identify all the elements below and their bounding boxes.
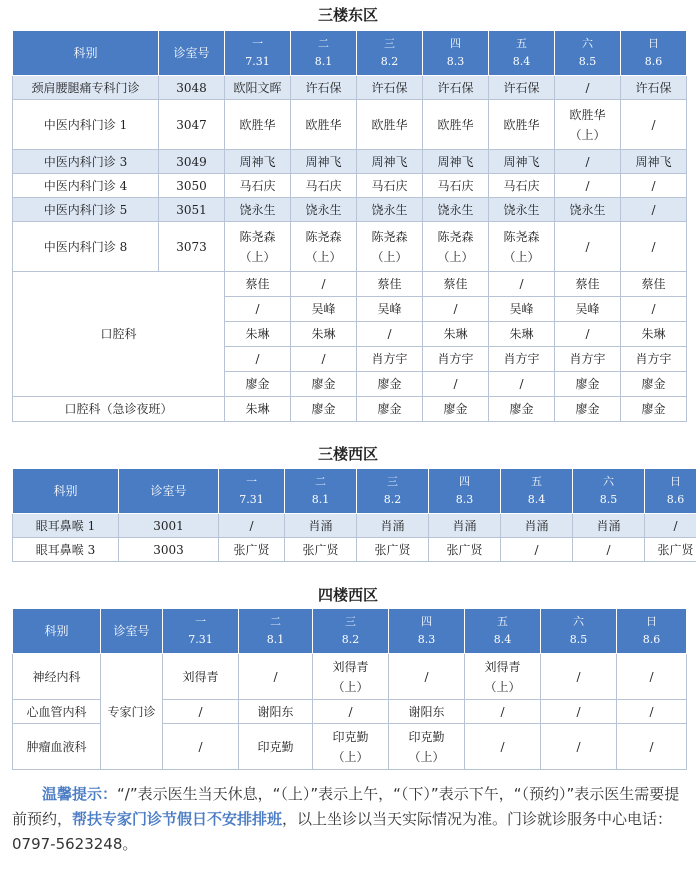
date-label: 8.4: [512, 55, 531, 68]
date-label: 7.31: [245, 55, 270, 68]
west4-title: 四楼西区: [317, 586, 378, 604]
doctor-cell: 马石庆: [225, 174, 291, 198]
header-day: [219, 469, 285, 514]
doctor-cell: 朱琳: [225, 397, 291, 422]
doctor-cell-line: （上）: [503, 249, 540, 264]
doctor-cell: /: [465, 700, 541, 724]
date-label: 8.5: [599, 493, 618, 506]
doctor-cell: /: [555, 150, 621, 174]
doctor-cell: 马石庆: [489, 174, 555, 198]
header-day: [357, 31, 423, 76]
doctor-cell: /: [555, 76, 621, 100]
doctor-cell: /: [541, 700, 617, 724]
doctor-cell: 廖金: [357, 397, 423, 422]
doctor-cell-line: 陈尧森: [305, 229, 342, 244]
date-label: 8.5: [578, 55, 597, 68]
header-row: [13, 31, 687, 76]
date-label: 8.6: [666, 493, 685, 506]
doctor-cell: [555, 100, 621, 150]
doctor-cell: 刘得青: [163, 654, 239, 700]
doctor-cell-line: （上）: [371, 249, 408, 264]
header-day: [541, 609, 617, 654]
doctor-cell: 肖涌: [429, 514, 501, 538]
header-day: [313, 609, 389, 654]
doctor-cell: /: [389, 654, 465, 700]
doctor-cell: 肖方宇: [357, 347, 423, 372]
doctor-cell: 吴峰: [489, 297, 555, 322]
doctor-cell-line: 刘得青: [332, 659, 369, 674]
doctor-cell: 周神飞: [489, 150, 555, 174]
room-cell: 3051: [159, 198, 225, 222]
weekday-label: 五: [531, 475, 542, 488]
date-label: 8.3: [455, 493, 474, 506]
weekday-label: 日: [646, 615, 657, 628]
header-day: [291, 31, 357, 76]
doctor-cell: 肖方宇: [621, 347, 687, 372]
doctor-cell: 廖金: [489, 397, 555, 422]
doctor-cell: 蔡佳: [423, 272, 489, 297]
header-day: [225, 31, 291, 76]
date-label: 8.5: [569, 633, 588, 646]
doctor-cell: 廖金: [555, 372, 621, 397]
doctor-cell: /: [555, 322, 621, 347]
doctor-cell-line: 欧胜华: [569, 107, 606, 122]
header-row: [13, 609, 687, 654]
dept-cell: 肿瘤血液科: [13, 724, 101, 770]
date-label: 8.1: [266, 633, 285, 646]
dept-cell: 中医内科门诊 5: [13, 198, 159, 222]
doctor-cell: [389, 724, 465, 770]
doctor-cell: /: [163, 724, 239, 770]
doctor-cell-line: 陈尧森: [503, 229, 540, 244]
date-label: 8.2: [383, 493, 402, 506]
doctor-cell: 廖金: [291, 397, 357, 422]
doctor-cell: 肖涌: [501, 514, 573, 538]
weekday-label: 六: [603, 475, 614, 488]
table-row: [13, 150, 687, 174]
weekday-label: 四: [450, 37, 461, 50]
notice-highlight: 帮扶专家门诊节假日不安排排班: [72, 810, 283, 828]
notice-part1: “/”表示医生当天休息，“（上）”表示上午，“（下）”表示下午，“（预约）”表示医生需要提前预约，: [12, 785, 680, 828]
table-row: [13, 654, 687, 700]
room-cell: 3003: [119, 538, 219, 562]
table-row: [13, 397, 687, 422]
doctor-cell: /: [225, 347, 291, 372]
header-day: [163, 609, 239, 654]
weekday-label: 五: [516, 37, 527, 50]
doctor-cell: /: [617, 700, 687, 724]
table-row: [13, 272, 687, 297]
date-label: 8.2: [341, 633, 360, 646]
date-label: 7.31: [188, 633, 213, 646]
doctor-cell-line: 印克勤: [408, 729, 445, 744]
dept-cell: 眼耳鼻喉 3: [13, 538, 119, 562]
doctor-cell: 马石庆: [423, 174, 489, 198]
doctor-cell: /: [225, 297, 291, 322]
doctor-cell-line: 陈尧森: [371, 229, 408, 244]
doctor-cell: 谢阳东: [239, 700, 313, 724]
table-row: [13, 76, 687, 100]
doctor-cell: /: [555, 174, 621, 198]
doctor-cell: 朱琳: [489, 322, 555, 347]
weekday-label: 三: [345, 615, 356, 628]
header-day: [489, 31, 555, 76]
doctor-cell-line: （上）: [305, 249, 342, 264]
dept-cell: 中医内科门诊 1: [13, 100, 159, 150]
doctor-cell: 吴峰: [555, 297, 621, 322]
doctor-cell: /: [313, 700, 389, 724]
doctor-cell-line: （上）: [332, 749, 369, 764]
doctor-cell: 朱琳: [225, 322, 291, 347]
doctor-cell: 张广贤: [285, 538, 357, 562]
doctor-cell: 饶永生: [423, 198, 489, 222]
doctor-cell: 吴峰: [357, 297, 423, 322]
date-label: 8.2: [380, 55, 399, 68]
date-label: 8.3: [417, 633, 436, 646]
doctor-cell: 印克勤: [239, 724, 313, 770]
weekday-label: 三: [387, 475, 398, 488]
doctor-cell: [291, 222, 357, 272]
doctor-cell: 饶永生: [291, 198, 357, 222]
doctor-cell: /: [617, 654, 687, 700]
east-title: 三楼东区: [317, 6, 378, 24]
date-label: 7.31: [239, 493, 264, 506]
notice-part2: ，以上坐诊以当天实际情况为准。门诊就诊服务中心电话：0797-5623248。: [12, 810, 673, 853]
room-cell: 3050: [159, 174, 225, 198]
weekday-label: 五: [497, 615, 508, 628]
doctor-cell: 肖方宇: [489, 347, 555, 372]
doctor-cell: /: [163, 700, 239, 724]
weekday-label: 六: [573, 615, 584, 628]
table-row: [13, 100, 687, 150]
doctor-cell: 周神飞: [621, 150, 687, 174]
east-schedule-table: [12, 30, 687, 422]
doctor-cell: 吴峰: [291, 297, 357, 322]
room-cell: 3048: [159, 76, 225, 100]
doctor-cell: 饶永生: [555, 198, 621, 222]
weekday-label: 日: [670, 475, 681, 488]
doctor-cell: 朱琳: [621, 322, 687, 347]
doctor-cell: /: [239, 654, 313, 700]
west4-schedule-table: [12, 608, 687, 770]
weekday-label: 一: [246, 475, 257, 488]
doctor-cell: /: [357, 322, 423, 347]
doctor-cell-line: （上）: [437, 249, 474, 264]
doctor-cell: /: [423, 372, 489, 397]
doctor-cell-line: （上）: [332, 679, 369, 694]
dept-cell: 中医内科门诊 4: [13, 174, 159, 198]
doctor-cell: 肖方宇: [555, 347, 621, 372]
doctor-cell: /: [501, 538, 573, 562]
doctor-cell: /: [555, 222, 621, 272]
room-cell: 专家门诊: [101, 654, 163, 770]
table-row: [13, 198, 687, 222]
weekday-label: 日: [648, 37, 659, 50]
doctor-cell: /: [573, 538, 645, 562]
header-day: [501, 469, 573, 514]
doctor-cell: /: [423, 297, 489, 322]
doctor-cell: 张广贤: [645, 538, 696, 562]
dept-cell: 中医内科门诊 8: [13, 222, 159, 272]
header-day: [621, 31, 687, 76]
header-dept: 科别: [13, 469, 119, 514]
header-day: [617, 609, 687, 654]
doctor-cell-line: （上）: [569, 127, 606, 142]
doctor-cell: 张广贤: [429, 538, 501, 562]
weekday-label: 四: [459, 475, 470, 488]
weekday-label: 一: [195, 615, 206, 628]
dept-cell: 口腔科（急诊夜班）: [13, 397, 225, 422]
dept-cell: 眼耳鼻喉 1: [13, 514, 119, 538]
table-row: [13, 222, 687, 272]
date-label: 8.6: [644, 55, 663, 68]
doctor-cell-line: 陈尧森: [437, 229, 474, 244]
west3-schedule-table: [12, 468, 696, 562]
doctor-cell: 蔡佳: [225, 272, 291, 297]
header-dept: 科别: [13, 609, 101, 654]
doctor-cell: 饶永生: [489, 198, 555, 222]
doctor-cell: [423, 222, 489, 272]
doctor-cell-line: 印克勤: [332, 729, 369, 744]
dept-cell: 心血管内科: [13, 700, 101, 724]
header-day: [357, 469, 429, 514]
doctor-cell: 饶永生: [357, 198, 423, 222]
date-label: 8.1: [314, 55, 333, 68]
header-day: [423, 31, 489, 76]
doctor-cell: 马石庆: [357, 174, 423, 198]
doctor-cell: 廖金: [225, 372, 291, 397]
doctor-cell: 朱琳: [291, 322, 357, 347]
dept-cell: 中医内科门诊 3: [13, 150, 159, 174]
doctor-cell: 周神飞: [225, 150, 291, 174]
header-room: 诊室号: [119, 469, 219, 514]
doctor-cell: 肖涌: [357, 514, 429, 538]
west3-title: 三楼西区: [317, 445, 378, 463]
header-dept: 科别: [13, 31, 159, 76]
doctor-cell: /: [621, 198, 687, 222]
doctor-cell: /: [621, 100, 687, 150]
dept-cell: 口腔科: [13, 272, 225, 397]
room-cell: 3049: [159, 150, 225, 174]
weekday-label: 二: [270, 615, 281, 628]
date-label: 8.6: [642, 633, 661, 646]
doctor-cell: 廖金: [357, 372, 423, 397]
doctor-cell: /: [645, 514, 696, 538]
header-room: 诊室号: [101, 609, 163, 654]
header-day: [645, 469, 696, 514]
doctor-cell: 蔡佳: [621, 272, 687, 297]
doctor-cell: 廖金: [621, 397, 687, 422]
doctor-cell: /: [291, 347, 357, 372]
doctor-cell: 饶永生: [225, 198, 291, 222]
doctor-cell: 张广贤: [357, 538, 429, 562]
header-row: [13, 469, 696, 514]
doctor-cell: [465, 654, 541, 700]
doctor-cell: 蔡佳: [357, 272, 423, 297]
doctor-cell: 许石保: [291, 76, 357, 100]
date-label: 8.3: [446, 55, 465, 68]
doctor-cell: 肖涌: [573, 514, 645, 538]
date-label: 8.4: [527, 493, 546, 506]
weekday-label: 四: [421, 615, 432, 628]
doctor-cell: [313, 654, 389, 700]
doctor-cell: 廖金: [555, 397, 621, 422]
notice-text: [12, 782, 688, 857]
doctor-cell-line: 刘得青: [484, 659, 521, 674]
doctor-cell: 欧胜华: [225, 100, 291, 150]
doctor-cell: 欧胜华: [489, 100, 555, 150]
dept-cell: 颈肩腰腿痛专科门诊: [13, 76, 159, 100]
doctor-cell: /: [489, 372, 555, 397]
doctor-cell: 周神飞: [423, 150, 489, 174]
doctor-cell: 许石保: [423, 76, 489, 100]
header-day: [429, 469, 501, 514]
doctor-cell: /: [541, 654, 617, 700]
doctor-cell: 蔡佳: [555, 272, 621, 297]
doctor-cell: [489, 222, 555, 272]
doctor-cell: /: [621, 222, 687, 272]
doctor-cell: /: [291, 272, 357, 297]
doctor-cell: [225, 222, 291, 272]
doctor-cell: 肖方宇: [423, 347, 489, 372]
header-day: [389, 609, 465, 654]
doctor-cell: /: [621, 174, 687, 198]
weekday-label: 六: [582, 37, 593, 50]
notice-label: 温馨提示：: [42, 785, 118, 803]
table-row: [13, 514, 696, 538]
dept-cell: 神经内科: [13, 654, 101, 700]
doctor-cell-line: （上）: [239, 249, 276, 264]
date-label: 8.4: [493, 633, 512, 646]
header-day: [555, 31, 621, 76]
doctor-cell: 许石保: [357, 76, 423, 100]
doctor-cell-line: （上）: [484, 679, 521, 694]
header-day: [239, 609, 313, 654]
table-row: [13, 538, 696, 562]
doctor-cell: 朱琳: [423, 322, 489, 347]
doctor-cell: 欧阳文晖: [225, 76, 291, 100]
doctor-cell: /: [219, 514, 285, 538]
doctor-cell-line: 陈尧森: [239, 229, 276, 244]
doctor-cell: 周神飞: [291, 150, 357, 174]
doctor-cell: 周神飞: [357, 150, 423, 174]
weekday-label: 三: [384, 37, 395, 50]
doctor-cell: /: [617, 724, 687, 770]
room-cell: 3001: [119, 514, 219, 538]
room-cell: 3047: [159, 100, 225, 150]
doctor-cell: 廖金: [621, 372, 687, 397]
room-cell: 3073: [159, 222, 225, 272]
weekday-label: 二: [315, 475, 326, 488]
doctor-cell: 马石庆: [291, 174, 357, 198]
doctor-cell: 谢阳东: [389, 700, 465, 724]
doctor-cell: 许石保: [621, 76, 687, 100]
doctor-cell: [313, 724, 389, 770]
weekday-label: 一: [252, 37, 263, 50]
doctor-cell: [357, 222, 423, 272]
table-row: [13, 174, 687, 198]
doctor-cell: 欧胜华: [357, 100, 423, 150]
doctor-cell-line: （上）: [408, 749, 445, 764]
doctor-cell: 肖涌: [285, 514, 357, 538]
header-day: [465, 609, 541, 654]
header-room: 诊室号: [159, 31, 225, 76]
header-day: [573, 469, 645, 514]
doctor-cell: /: [621, 297, 687, 322]
doctor-cell: 欧胜华: [423, 100, 489, 150]
doctor-cell: 欧胜华: [291, 100, 357, 150]
doctor-cell: /: [465, 724, 541, 770]
doctor-cell: 廖金: [291, 372, 357, 397]
weekday-label: 二: [318, 37, 329, 50]
doctor-cell: 廖金: [423, 397, 489, 422]
doctor-cell: 许石保: [489, 76, 555, 100]
header-day: [285, 469, 357, 514]
doctor-cell: 张广贤: [219, 538, 285, 562]
date-label: 8.1: [311, 493, 330, 506]
doctor-cell: /: [541, 724, 617, 770]
doctor-cell: /: [489, 272, 555, 297]
